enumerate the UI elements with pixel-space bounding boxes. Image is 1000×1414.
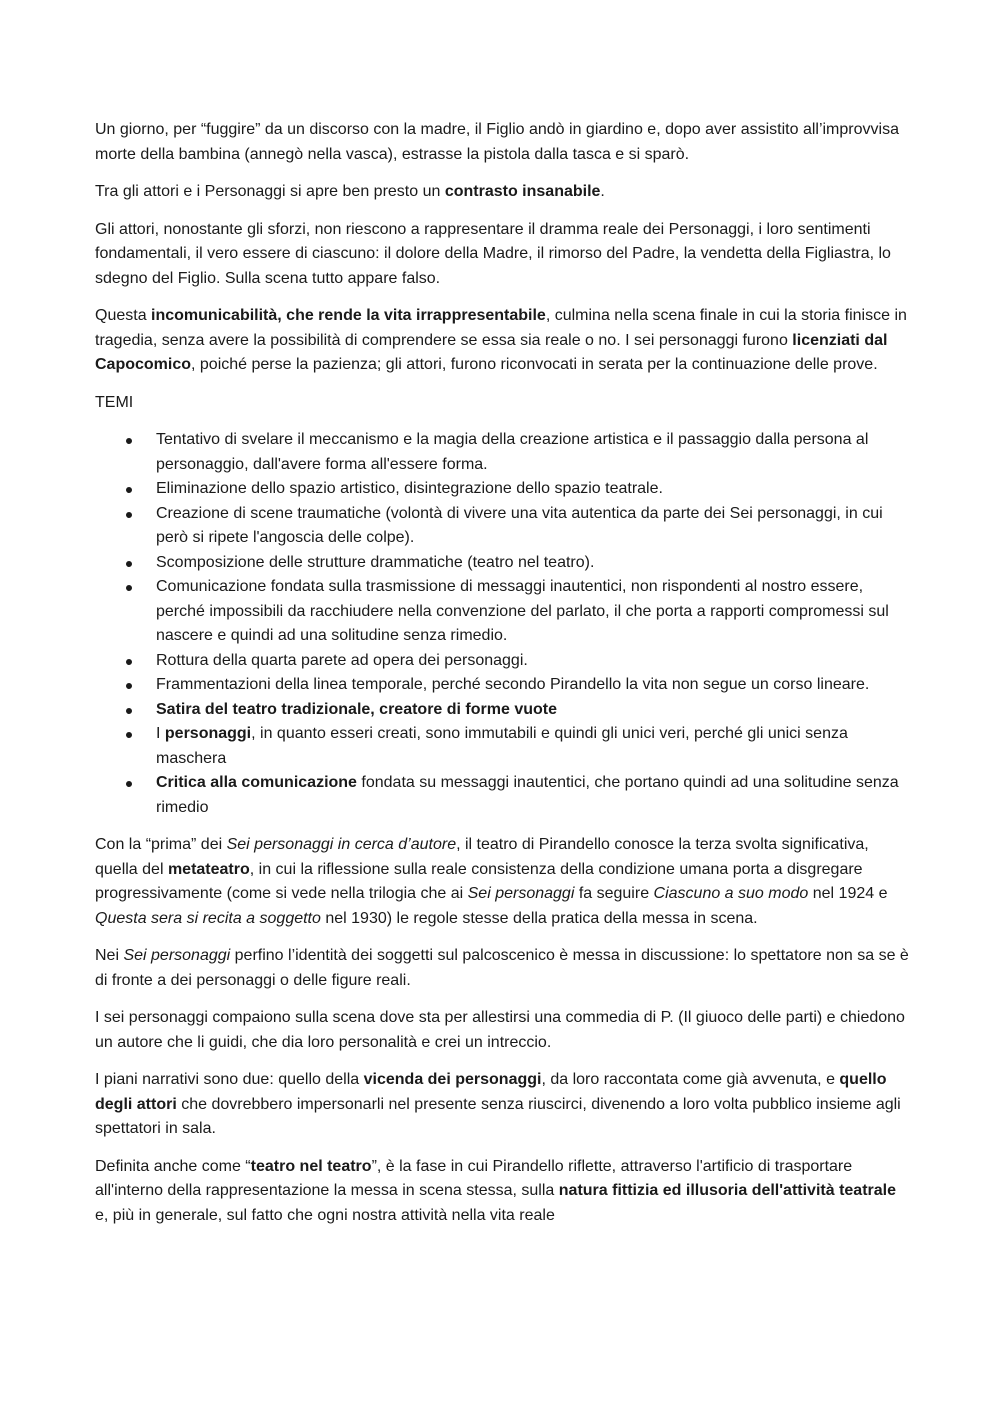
text-run: , da loro raccontata come già avvenuta, e (541, 1071, 840, 1088)
text-run: ”, è la fase in cui Pirandello riflette, attraverso l'artificio di trasportare all'interno della rappresentazione la messa in scena stessa, sulla (95, 1157, 853, 1199)
bold-text: teatro nel teatro (250, 1157, 372, 1175)
paragraphs-top (95, 118, 910, 378)
temi-list (95, 428, 910, 820)
text-run: I (156, 725, 165, 742)
list-item (95, 649, 910, 674)
bullet-icon (126, 585, 132, 591)
paragraph (95, 1068, 910, 1142)
list-item (95, 477, 910, 502)
text-run: Comunicazione fondata sulla trasmissione di messaggi inautentici, non rispondenti al nostro essere, perché impossibili da racchiudere nella convenzione del parlato, il che porta a rapporti compromessi sul nascere e quindi ad una solitudine senza rimedio. (156, 578, 889, 644)
list-item (95, 575, 910, 649)
bold-text: Critica alla comunicazione (156, 774, 357, 791)
text-run: Creazione di scene traumatiche (volontà di vivere una vita autentica da parte dei Sei personaggi, in cui però si ripete l'angoscia delle colpe). (156, 504, 883, 546)
italic-text: Sei personaggi in cerca d’autore (226, 836, 457, 853)
bold-text: vicenda dei personaggi (363, 1071, 542, 1088)
paragraph (95, 304, 910, 378)
bold-text: natura fittizia ed illusoria dell'attività teatrale (558, 1182, 896, 1199)
list-item (95, 551, 910, 576)
text-run: I sei personaggi compaiono sulla scena dove sta per allestirsi una commedia di P. (Il giuoco delle parti) e chiedono un autore che li guidi, che dia loro personalità e crei un intreccio. (95, 1009, 905, 1051)
text-run: Frammentazioni della linea temporale, perché secondo Pirandello la vita non segue un corso lineare. (156, 676, 870, 693)
text-run: Tra gli attori e i Personaggi si apre ben presto un (95, 183, 445, 200)
paragraphs-bottom (95, 833, 910, 1228)
text-run: , culmina nella scena finale in cui la storia finisce in tragedia, senza avere la possibilità di comprendere se essa sia reale o no. I sei personaggi furono (95, 307, 907, 349)
text-run: Rottura della quarta parete ad opera dei personaggi. (156, 651, 528, 669)
paragraph (95, 180, 910, 205)
text-run: , il teatro di Pirandello conosce la terza svolta significativa, quella del (95, 836, 869, 878)
bullet-icon (126, 708, 132, 714)
bullet-icon (126, 732, 132, 738)
paragraph (95, 833, 910, 931)
list-item (95, 722, 910, 771)
bold-text: contrasto insanabile (444, 183, 601, 200)
text-run: Questa (95, 307, 152, 324)
paragraph (95, 1006, 910, 1055)
paragraph (95, 944, 910, 993)
text-run: fa seguire (574, 885, 654, 902)
text-run: che dovrebbero impersonarli nel presente senza riuscirci, divenendo a loro volta pubblico insieme agli spettatori in sala. (95, 1095, 901, 1137)
italic-text: Questa sera si recita a soggetto (95, 909, 321, 927)
bullet-icon (126, 512, 132, 518)
text-run: Scomposizione delle strutture drammatiche (teatro nel teatro). (156, 553, 595, 571)
bold-text: personaggi (164, 725, 252, 742)
bold-text: quello degli attori (95, 1071, 887, 1113)
bullet-icon (126, 438, 132, 444)
bold-text: incomunicabilità, che rende la vita irrappresentabile (151, 307, 546, 324)
italic-text: Ciascuno a suo modo (653, 885, 809, 902)
text-run: Tentativo di svelare il meccanismo e la magia della creazione artistica e il passaggio dalla persona al personaggio, dall'avere forma all'essere forma. (156, 431, 869, 473)
bold-text: licenziati dal Capocomico (95, 331, 888, 373)
bold-text: metateatro (167, 860, 250, 878)
bullet-icon (126, 487, 132, 493)
document-page (95, 118, 910, 1241)
paragraph (95, 1155, 910, 1229)
text-run: , in quanto esseri creati, sono immutabili e quindi gli unici veri, perché gli unici senza maschera (156, 725, 848, 767)
list-item (95, 698, 910, 723)
paragraph (95, 118, 910, 167)
text-run: perfino l’identità dei soggetti sul palcoscenico è messa in discussione: lo spettatore non sa se è di fronte a dei personaggi o delle figure reali. (95, 947, 909, 989)
text-run: Gli attori, nonostante gli sforzi, non riescono a rappresentare il dramma reale dei Personaggi, i loro sentimenti fondamentali, il vero essere di ciascuno: il dolore della Madre, il rimorso del Padre, la vendetta della Figliastra, lo sdegno del Figlio. Sulla scena tutto appare falso. (95, 220, 891, 287)
text-run: Con la “prima” dei (95, 836, 227, 853)
paragraph (95, 218, 910, 292)
bullet-icon (126, 683, 132, 689)
bullet-icon (126, 659, 132, 665)
bullet-icon (126, 561, 132, 567)
italic-text: Sei personaggi (123, 947, 231, 964)
text-run: , poiché perse la pazienza; gli attori, furono riconvocati in serata per la continuazione delle prove. (191, 356, 878, 373)
list-item (95, 502, 910, 551)
text-run: I piani narrativi sono due: quello della (95, 1071, 364, 1088)
bullet-icon (126, 781, 132, 787)
list-item (95, 771, 910, 820)
text-run: nel 1924 e (808, 885, 888, 902)
text-run: , in cui la riflessione sulla reale consistenza della condizione umana porta a disgregare progressivamente (come si vede nella trilogia che ai (95, 860, 863, 902)
text-run: Nei (95, 947, 124, 964)
text-run: fondata su messaggi inautentici, che portano quindi ad una solitudine senza rimedio (156, 774, 899, 816)
temi-heading: TEMI (95, 393, 134, 411)
bold-text: Satira del teatro tradizionale, creatore di forme vuote (156, 700, 557, 718)
italic-text: Sei personaggi (467, 885, 575, 902)
list-item (95, 428, 910, 477)
text-run: Un giorno, per “fuggire” da un discorso con la madre, il Figlio andò in giardino e, dopo aver assistito all’improvvisa morte della bambina (annegò nella vasca), estrasse la pistola dalla tasca e si sparò. (95, 121, 899, 163)
text-run: Eliminazione dello spazio artistico, disintegrazione dello spazio teatrale. (156, 480, 663, 497)
list-item (95, 673, 910, 698)
text-run: nel 1930) le regole stesse della pratica della messa in scena. (320, 909, 758, 927)
text-run: Definita anche come “ (95, 1157, 251, 1175)
text-run: e, più in generale, sul fatto che ogni nostra attività nella vita reale (95, 1206, 555, 1224)
text-run: . (600, 183, 605, 200)
